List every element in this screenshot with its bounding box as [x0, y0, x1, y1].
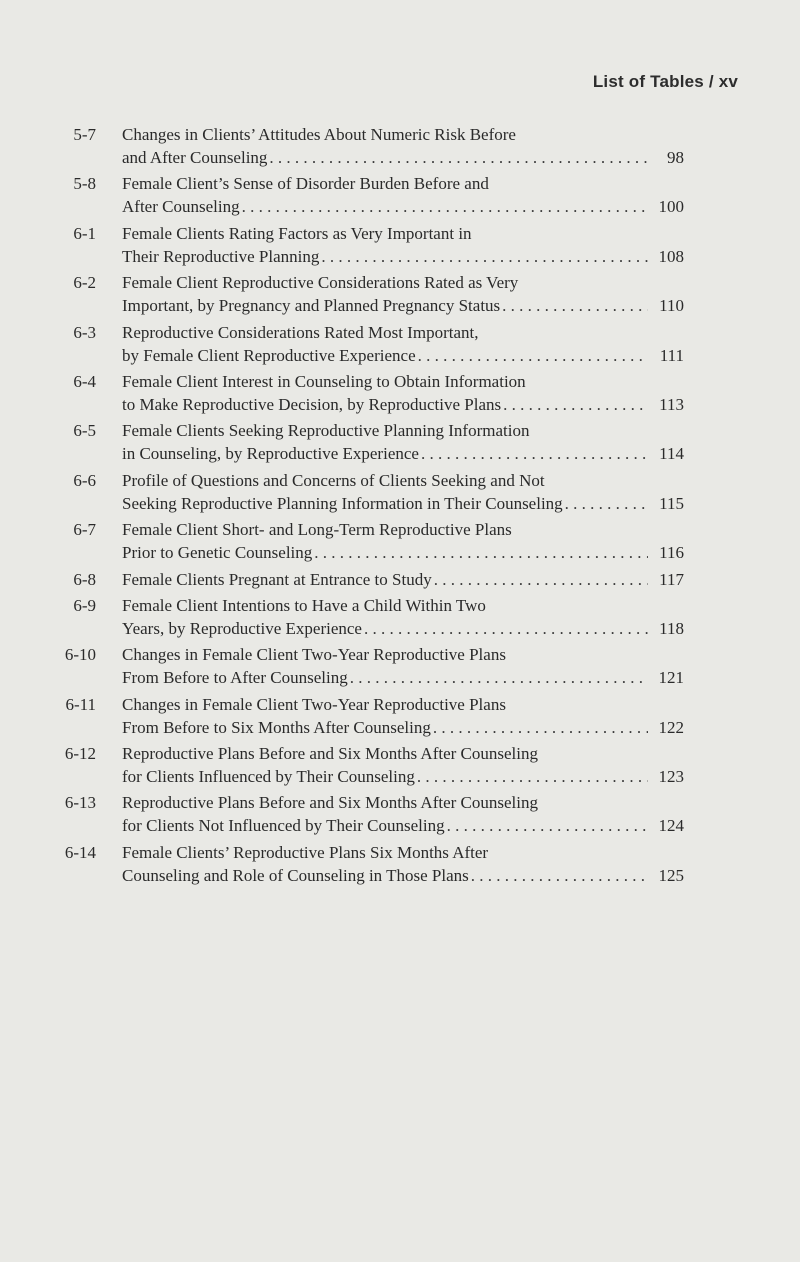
toc-entry-6-7[interactable] [0, 518, 800, 567]
dot-leader [240, 195, 648, 219]
table-number: 6-1 [73, 223, 96, 243]
table-number: 6-11 [65, 694, 96, 714]
entry-title-line1: Changes in Clients’ Attitudes About Numeric Risk Before [122, 125, 516, 144]
toc-entry-6-14[interactable] [0, 841, 800, 890]
entry-title-line1: Changes in Female Client Two-Year Reproductive Plans [122, 694, 506, 714]
entry-title-line1: Female Client Short- and Long-Term Reproductive Plans [122, 520, 512, 540]
dot-leader [432, 568, 648, 592]
page-number: 121 [658, 668, 684, 688]
entry-title-line2: for Clients Not Influenced by Their Counseling [122, 816, 445, 836]
page-number: 113 [659, 394, 684, 414]
toc-entry-6-13[interactable] [0, 791, 800, 840]
page-number: 116 [659, 543, 684, 563]
table-number: 5-8 [73, 174, 96, 194]
table-number: 6-10 [64, 645, 96, 665]
dot-leader [500, 294, 648, 318]
page-number: 115 [659, 493, 684, 513]
entry-title-line2: Important, by Pregnancy and Planned Pregnancy Status [122, 296, 501, 316]
entry-title-line2: Years, by Reproductive Experience [122, 618, 362, 638]
page-number: 114 [659, 444, 684, 464]
toc-entry-6-12[interactable] [0, 742, 800, 791]
entry-title-line1: Profile of Questions and Concerns of Clients Seeking and Not [122, 470, 545, 490]
page-number: 100 [658, 197, 684, 217]
toc-entry-6-3[interactable] [0, 321, 800, 370]
page-number: 124 [658, 816, 684, 836]
entry-title-line1: Reproductive Plans Before and Six Months After Counseling [122, 744, 538, 764]
entry-title-line2: After Counseling [122, 197, 240, 217]
dot-leader [445, 814, 648, 838]
page-number: 117 [659, 569, 684, 589]
toc-entry-6-10[interactable] [0, 643, 800, 692]
entry-title-line2: From Before to Six Months After Counseling [122, 717, 431, 737]
table-number: 6-2 [73, 273, 96, 293]
entry-title-line1: Female Clients Seeking Reproductive Planning Information [122, 421, 530, 441]
dot-leader [501, 393, 648, 417]
table-number: 6-5 [73, 421, 96, 441]
table-number: 6-4 [73, 371, 96, 391]
toc-entry-6-6[interactable] [0, 469, 800, 518]
toc-entry-6-4[interactable] [0, 370, 800, 419]
dot-leader [469, 864, 648, 888]
page-number: 123 [658, 767, 684, 787]
toc-entry-6-8[interactable] [0, 568, 800, 594]
dot-leader [267, 146, 648, 170]
entry-title-line1: Reproductive Plans Before and Six Months After Counseling [122, 793, 538, 813]
toc-entry-6-5[interactable] [0, 419, 800, 468]
table-number: 6-7 [73, 520, 96, 540]
toc-entry-5-7[interactable] [0, 123, 800, 172]
table-number: 6-13 [64, 793, 96, 813]
dot-leader [319, 245, 648, 269]
entry-title-line1: Female Client’s Sense of Disorder Burden Before and [122, 174, 489, 194]
toc-entry-5-8[interactable] [0, 172, 800, 221]
table-number: 6-9 [73, 595, 96, 615]
page-number: 118 [659, 618, 684, 638]
dot-leader [416, 344, 648, 368]
toc-entry-6-11[interactable] [0, 693, 800, 742]
table-number: 6-12 [64, 744, 96, 764]
entry-title-line1: Changes in Female Client Two-Year Reproductive Plans [122, 645, 506, 665]
entry-title-line1: Female Client Reproductive Considerations Rated as Very [122, 273, 519, 293]
entry-title-line1: Female Client Interest in Counseling to Obtain Information [122, 371, 526, 391]
dot-leader [312, 541, 648, 565]
entry-title-line1: Female Client Intentions to Have a Child Within Two [122, 595, 486, 615]
table-number: 6-6 [73, 470, 96, 490]
entry-title-line2: in Counseling, by Reproductive Experience [122, 444, 419, 464]
entry-title-line2: Their Reproductive Planning [122, 246, 320, 266]
entry-title-line2: From Before to After Counseling [122, 668, 348, 688]
page-number: 111 [659, 345, 684, 365]
entry-title-line2: and After Counseling [122, 148, 268, 167]
entry-title-line2: Seeking Reproductive Planning Information in Their Counseling [122, 493, 563, 513]
dot-leader [419, 442, 648, 466]
table-number: 6-14 [64, 842, 96, 862]
toc-entry-6-2[interactable] [0, 271, 800, 320]
entry-title-line2: for Clients Influenced by Their Counseling [122, 767, 415, 787]
entry-title-line1: Female Clients Rating Factors as Very Important in [122, 223, 472, 243]
entry-title-line2: to Make Reproductive Decision, by Reproductive Plans [122, 394, 502, 414]
page-number: 122 [658, 717, 684, 737]
page-number: 125 [658, 865, 684, 885]
dot-leader [563, 492, 648, 516]
dot-leader [362, 617, 648, 641]
page-number: 108 [658, 246, 684, 266]
toc-entry-6-1[interactable] [0, 222, 800, 271]
table-number: 6-3 [73, 322, 96, 342]
toc-entry-6-9[interactable] [0, 594, 800, 643]
list-of-tables [0, 123, 800, 890]
table-number: 5-7 [73, 125, 96, 144]
dot-leader [431, 716, 648, 740]
page-number: 110 [659, 296, 684, 316]
dot-leader [415, 765, 648, 789]
entry-title-line1: Female Clients’ Reproductive Plans Six Months After [122, 842, 489, 862]
entry-title: Female Clients Pregnant at Entrance to Study [122, 569, 432, 589]
dot-leader [348, 666, 648, 690]
entry-title-line2: Prior to Genetic Counseling [122, 543, 313, 563]
entry-title-line1: Reproductive Considerations Rated Most Important, [122, 322, 479, 342]
table-number: 6-8 [73, 569, 96, 589]
entry-title-line2: Counseling and Role of Counseling in Those Plans [122, 865, 469, 885]
running-head: List of Tables / xv [592, 72, 738, 91]
entry-title-line2: by Female Client Reproductive Experience [122, 345, 416, 365]
page-number: 98 [667, 148, 684, 167]
